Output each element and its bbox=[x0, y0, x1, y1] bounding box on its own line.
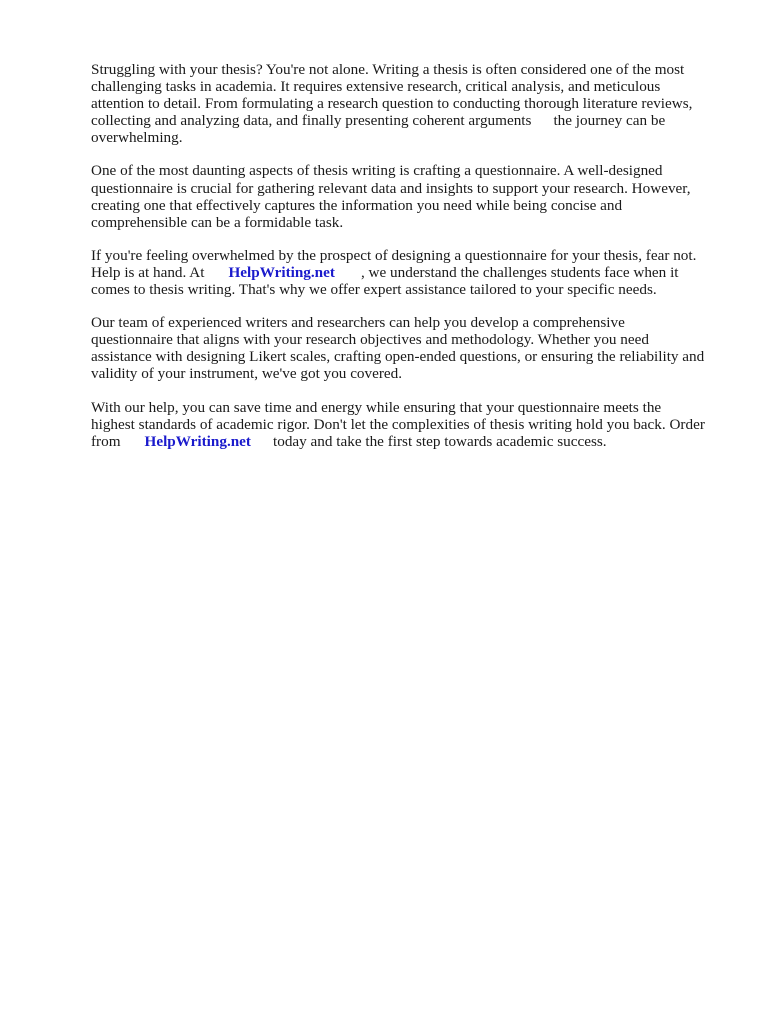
text-segment: today and take the first step towards academic success. bbox=[273, 432, 607, 450]
text-line: comes to thesis writing. That's why we offer expert assistance tailored to your specific needs. bbox=[91, 281, 657, 299]
text-line: Our team of experienced writers and researchers can help you develop a comprehensive bbox=[91, 314, 625, 332]
text-line: questionnaire that aligns with your research objectives and methodology. Whether you need bbox=[91, 331, 649, 349]
text-line: comprehensible can be a formidable task. bbox=[91, 213, 344, 231]
text-segment: collecting and analyzing data, and finally presenting coherent arguments bbox=[91, 112, 532, 130]
text-line: questionnaire is crucial for gathering relevant data and insights to support your research. However, bbox=[91, 179, 691, 197]
text-line: With our help, you can save time and energy while ensuring that your questionnaire meets the bbox=[91, 398, 662, 416]
text-line: Struggling with your thesis? You're not alone. Writing a thesis is often considered one of the most bbox=[91, 61, 685, 78]
text-line: One of the most daunting aspects of thesis writing is crafting a questionnaire. A well-designed bbox=[91, 162, 663, 180]
text-segment: from bbox=[91, 432, 121, 450]
text-segment: , we understand the challenges students face when it bbox=[360, 263, 679, 281]
text-line bbox=[91, 112, 751, 129]
text-line: attention to detail. From formulating a research question to conducting thorough literature reviews, bbox=[91, 95, 693, 113]
text-line: assistance with designing Likert scales, crafting open-ended questions, or ensuring the reliability and bbox=[91, 348, 705, 366]
text-line: highest standards of academic rigor. Don't let the complexities of thesis writing hold you back. Order bbox=[91, 415, 705, 433]
text-segment: Help is at hand. At bbox=[91, 263, 205, 281]
text-line: If you're feeling overwhelmed by the prospect of designing a questionnaire for your thesis, fear not. bbox=[91, 246, 697, 264]
text-line: overwhelming. bbox=[91, 129, 183, 147]
text-segment: the journey can be bbox=[553, 112, 666, 130]
helpwriting-link[interactable]: HelpWriting.net bbox=[228, 263, 335, 281]
text-line: challenging tasks in academia. It requires extensive research, critical analysis, and meticulous bbox=[91, 78, 661, 96]
document-page bbox=[91, 61, 751, 466]
paragraph-team bbox=[91, 314, 751, 382]
text-line: validity of your instrument, we've got you covered. bbox=[91, 365, 403, 383]
text-line: creating one that effectively captures the information you need while being concise and bbox=[91, 196, 623, 214]
text-line bbox=[91, 433, 751, 450]
paragraph-questionnaire bbox=[91, 162, 751, 230]
paragraph-order bbox=[91, 399, 751, 450]
paragraph-intro bbox=[91, 61, 751, 146]
text-line bbox=[91, 264, 751, 281]
paragraph-help bbox=[91, 247, 751, 298]
helpwriting-link[interactable]: HelpWriting.net bbox=[144, 432, 251, 450]
